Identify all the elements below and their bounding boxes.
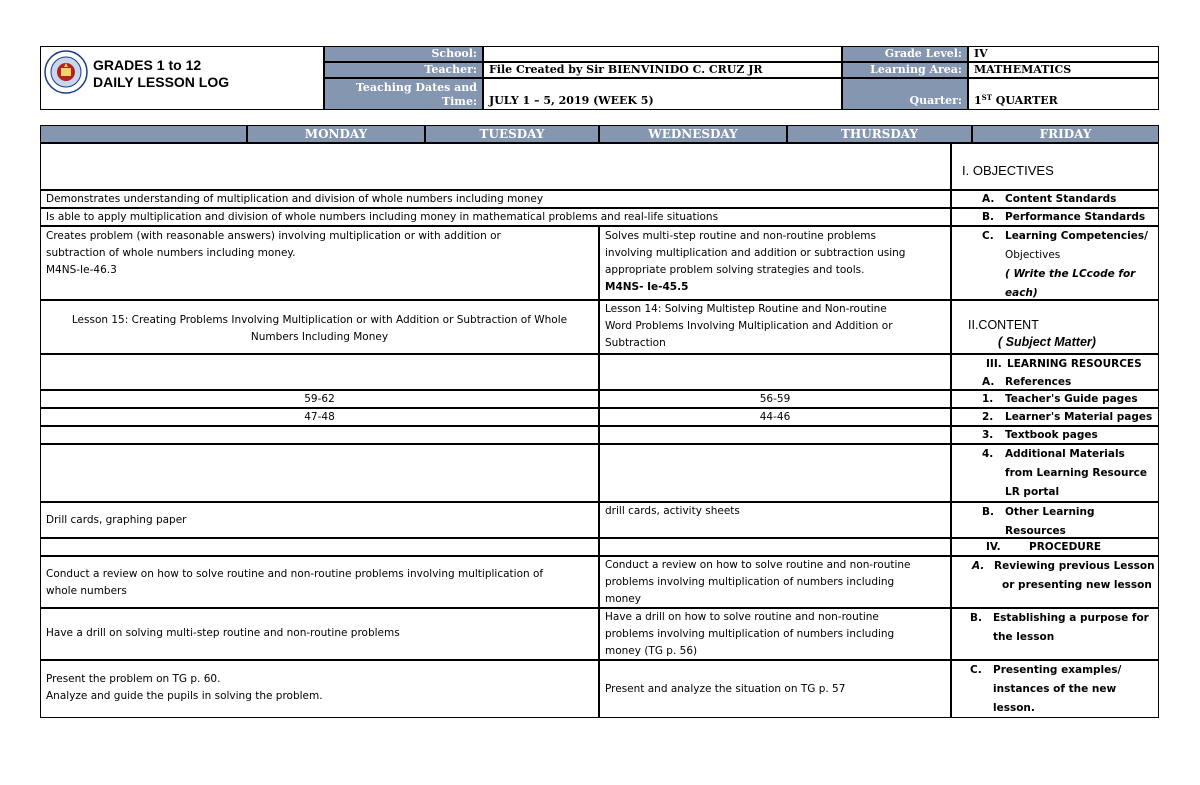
procedure-right-blank	[599, 538, 951, 556]
school-value	[483, 46, 842, 62]
resources-num: III.	[986, 358, 1002, 370]
area-label: Learning Area:	[842, 62, 968, 78]
present-label	[993, 661, 1121, 718]
resources-heading: LEARNING RESOURCES	[1007, 358, 1142, 370]
competency-right-line1: Solves multi-step routine and non-routine problems	[605, 230, 876, 242]
lesson-right-line2: Word Problems Involving Multiplication and Addition or	[605, 320, 893, 332]
lm-left-value: 47-48	[304, 411, 335, 423]
resources-left-blank	[40, 354, 599, 390]
lesson-right-cell	[599, 300, 951, 354]
purpose-label	[993, 609, 1149, 647]
add-label	[1005, 445, 1155, 502]
purpose-right-cell	[599, 608, 951, 660]
competency-left-code: M4NS-Ie-46.3	[46, 264, 117, 276]
present-label-cell	[951, 660, 1159, 718]
review-right-line3: money	[605, 593, 641, 605]
tg-right-value: 56-59	[759, 393, 791, 405]
grades-title: GRADES 1 to 12	[93, 57, 202, 73]
area-value: MATHEMATICS	[968, 62, 1159, 78]
teacher-value: File Created by Sir BIENVINIDO C. CRUZ JR	[483, 62, 842, 78]
purpose-label-cell	[951, 608, 1159, 660]
review-right-line2: problems involving multiplication of numbers including	[605, 576, 895, 588]
procedure-label-cell	[951, 538, 1159, 556]
dates-value-text: JULY 1 – 5, 2019 (WEEK 5)	[489, 94, 654, 107]
competency-label-line4: each)	[1005, 287, 1038, 299]
lesson-left-line2: Numbers Including Money	[250, 331, 389, 343]
tg-left-value: 59-62	[304, 393, 335, 405]
tb-label-cell	[951, 426, 1159, 444]
purpose-right-line1: Have a drill on how to solve routine and non-routine	[605, 611, 879, 623]
performance-standard-text: Is able to apply multiplication and division of whole numbers including money in mathematical problems and real-life situations	[46, 211, 719, 223]
purpose-left-cell	[40, 608, 599, 660]
content-standard-label: Content Standards	[1005, 193, 1117, 205]
present-left-line2: Analyze and guide the pupils in solving the problem.	[46, 690, 323, 702]
content-standard-num: A.	[982, 193, 995, 205]
competency-left-line1: Creates problem (with reasonable answers) involving multiplication or with addition or	[46, 230, 501, 242]
quarter-value	[968, 78, 1159, 110]
references-label: References	[1005, 376, 1072, 388]
competency-num: C.	[982, 230, 994, 242]
grade-label: Grade Level:	[842, 46, 968, 62]
other-label	[1005, 503, 1155, 538]
competency-right-line2: involving multiplication and addition or subtraction using	[605, 247, 906, 259]
other-label-cell	[951, 502, 1159, 538]
dates-label	[324, 78, 483, 110]
competency-right-line3: appropriate problem solving strategies and tools.	[605, 264, 865, 276]
review-left-line1: Conduct a review on how to solve routine and non-routine problems involving multiplication of	[46, 568, 544, 580]
purpose-num: B.	[970, 612, 982, 624]
tb-label: Textbook pages	[1005, 429, 1098, 441]
lm-num: 2.	[982, 411, 994, 423]
competency-label	[1005, 227, 1155, 300]
tg-label: Teacher's Guide pages	[1005, 393, 1138, 405]
day-header-friday: FRIDAY	[972, 125, 1159, 143]
review-label	[994, 557, 1155, 595]
competency-right-code: M4NS- Ie-45.5	[605, 281, 689, 293]
dates-value	[483, 78, 842, 110]
purpose-right-line2: problems involving multiplication of numbers including	[605, 628, 895, 640]
add-label-line2: from Learning Resource	[1005, 467, 1148, 479]
procedure-heading: PROCEDURE	[1029, 541, 1102, 553]
grade-value: IV	[968, 46, 1159, 62]
competency-left-cell	[40, 226, 599, 300]
add-label-line3: LR portal	[1005, 486, 1060, 498]
other-left-cell	[40, 502, 599, 538]
present-label-line1: Presenting examples/	[993, 664, 1122, 676]
purpose-label-line1: Establishing a purpose for	[993, 612, 1149, 624]
lm-label: Learner's Material pages	[1005, 411, 1153, 423]
competency-right-cell	[599, 226, 951, 300]
dates-label-line2: Time:	[441, 95, 477, 108]
present-left-line1: Present the problem on TG p. 60.	[46, 673, 221, 685]
references-num: A.	[982, 376, 995, 388]
review-label-line2: or presenting new lesson	[1002, 579, 1152, 591]
lesson-right-line1: Lesson 14: Solving Multistep Routine and Non-routine	[605, 303, 887, 315]
subject-matter-heading: ( Subject Matter)	[998, 335, 1096, 349]
resources-label-cell	[951, 354, 1159, 390]
purpose-right-line3: money (TG p. 56)	[605, 645, 698, 657]
dates-label-line1: Teaching Dates and	[355, 81, 477, 94]
present-label-line3: lesson.	[993, 702, 1035, 714]
competency-label-line2: Objectives	[1005, 249, 1061, 261]
review-label-line1: Reviewing previous Lesson	[994, 560, 1155, 572]
procedure-left-blank	[40, 538, 599, 556]
day-header-blank	[40, 125, 247, 143]
add-num: 4.	[982, 448, 994, 460]
quarter-label	[842, 78, 968, 110]
content-heading: II.CONTENT	[968, 318, 1039, 332]
lesson-left-line1: Lesson 15: Creating Problems Involving Multiplication or with Addition or Subtraction of Whole	[71, 314, 568, 326]
review-right-line1: Conduct a review on how to solve routine and non-routine	[605, 559, 911, 571]
teacher-label: Teacher:	[324, 62, 483, 78]
objectives-heading: I. OBJECTIVES	[962, 163, 1054, 178]
deped-seal-icon	[44, 50, 88, 94]
school-label: School:	[324, 46, 483, 62]
add-right-cell	[599, 444, 951, 502]
lm-label-cell	[951, 408, 1159, 426]
tg-label-cell	[951, 390, 1159, 408]
present-num: C.	[970, 664, 982, 676]
purpose-left-text: Have a drill on solving multi-step routine and non-routine problems	[46, 627, 400, 639]
objectives-blank-cell	[40, 143, 951, 190]
other-left-text: Drill cards, graphing paper	[46, 514, 187, 526]
quarter-sup: ST	[981, 93, 992, 102]
quarter-rest: QUARTER	[991, 94, 1058, 107]
dll-title: DAILY LESSON LOG	[93, 74, 230, 90]
other-num: B.	[982, 506, 994, 518]
tg-right-cell	[599, 390, 951, 408]
other-label-line2: Resources	[1005, 525, 1066, 537]
quarter-num: 1	[974, 94, 982, 107]
other-label-line1: Other Learning	[1005, 506, 1095, 518]
competency-label-line1: Learning Competencies/	[1005, 230, 1148, 242]
other-right-text: drill cards, activity sheets	[605, 505, 740, 517]
procedure-num: IV.	[986, 541, 1001, 553]
add-label-line1: Additional Materials	[1005, 448, 1125, 460]
competency-label-line3: ( Write the LCcode for	[1005, 268, 1136, 280]
present-right-text: Present and analyze the situation on TG p. 57	[605, 683, 846, 695]
tb-num: 3.	[982, 429, 994, 441]
tg-num: 1.	[982, 393, 994, 405]
content-standard-label-cell	[951, 190, 1159, 208]
lesson-left-cell	[40, 300, 599, 354]
lm-right-cell	[599, 408, 951, 426]
performance-standard-label: Performance Standards	[1005, 211, 1146, 223]
review-num: A.	[972, 560, 985, 572]
lm-left-cell	[40, 408, 599, 426]
add-label-cell	[951, 444, 1159, 502]
performance-standard-cell	[40, 208, 951, 226]
content-label-cell	[951, 300, 1159, 354]
day-header-tuesday: TUESDAY	[425, 125, 599, 143]
present-left-cell	[40, 660, 599, 718]
present-right-cell	[599, 660, 951, 718]
tb-right-cell	[599, 426, 951, 444]
content-standard-text: Demonstrates understanding of multiplication and division of whole numbers including money	[46, 193, 544, 205]
add-left-cell	[40, 444, 599, 502]
lesson-right-line3: Subtraction	[605, 337, 666, 349]
performance-standard-label-cell	[951, 208, 1159, 226]
competency-left-line2: subtraction of whole numbers including money.	[46, 247, 296, 259]
purpose-label-line2: the lesson	[993, 631, 1055, 643]
objectives-label-cell	[951, 143, 1159, 190]
other-right-cell	[599, 502, 951, 538]
quarter-label-text: Quarter:	[909, 94, 962, 107]
tg-left-cell	[40, 390, 599, 408]
performance-standard-num: B.	[982, 211, 994, 223]
resources-right-blank	[599, 354, 951, 390]
review-right-cell	[599, 556, 951, 608]
content-standard-cell	[40, 190, 951, 208]
review-left-line2: whole numbers	[46, 585, 127, 597]
competency-label-cell	[951, 226, 1159, 300]
review-left-cell	[40, 556, 599, 608]
review-label-cell	[951, 556, 1159, 608]
day-header-thursday: THURSDAY	[787, 125, 972, 143]
lm-right-value: 44-46	[759, 411, 791, 423]
present-label-line2: instances of the new	[993, 683, 1117, 695]
day-header-wednesday: WEDNESDAY	[599, 125, 787, 143]
day-header-monday: MONDAY	[247, 125, 425, 143]
tb-left-cell	[40, 426, 599, 444]
